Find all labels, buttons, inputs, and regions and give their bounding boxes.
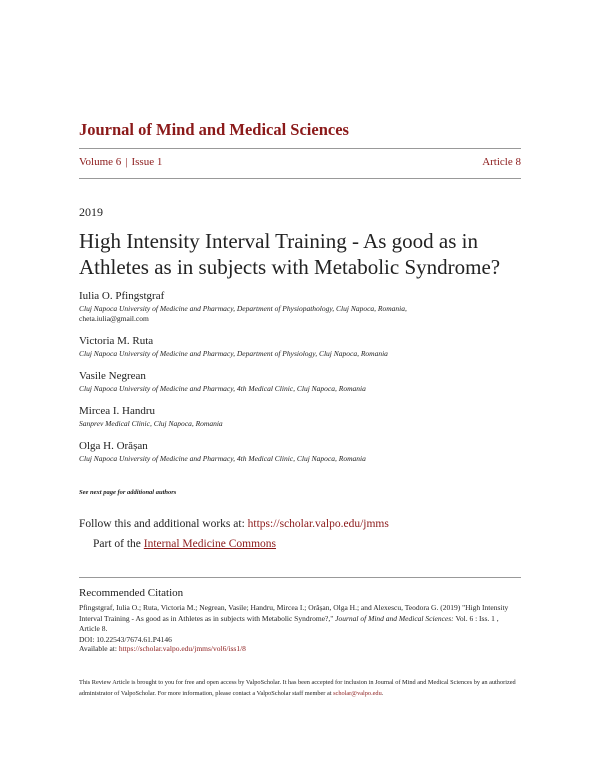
part-of-label: Part of the	[93, 538, 141, 550]
author-affiliation: Cluj Napoca University of Medicine and Pharmacy, Department of Physiology, Cluj Napoca, Romania	[79, 349, 388, 358]
author-affiliation: Sanprev Medical Clinic, Cluj Napoca, Romania	[79, 419, 223, 428]
header-divider-bottom	[79, 178, 521, 179]
author-name: Olga H. Orășan	[79, 440, 148, 452]
article-number: Article 8	[482, 156, 521, 168]
citation-text	[79, 603, 519, 645]
author-name: Mircea I. Handru	[79, 405, 156, 417]
author-list	[79, 290, 519, 475]
access-footer-note	[79, 678, 521, 699]
title-line-2: Athletes as in subjects with Metabolic Syndrome?	[79, 255, 501, 279]
author-email: cheta.iulia@gmail.com	[79, 314, 149, 323]
article-title	[79, 228, 529, 280]
volume-separator: |	[125, 156, 128, 168]
author-entry	[79, 335, 519, 359]
commons-link[interactable]: Internal Medicine Commons	[143, 538, 277, 550]
article-link[interactable]: https://scholar.valpo.edu/jmms/vol6/iss1/8	[118, 644, 246, 653]
title-line-1: High Intensity Interval Training - As good as in	[79, 229, 478, 253]
recommended-citation-heading: Recommended Citation	[79, 587, 184, 599]
volume-link[interactable]: Volume 6	[79, 156, 122, 168]
see-next-page-note: See next page for additional authors	[79, 489, 177, 496]
follow-label: Follow this and additional works at:	[79, 518, 245, 530]
author-affiliation: Cluj Napoca University of Medicine and Pharmacy, 4th Medical Clinic, Cluj Napoca, Romania	[79, 384, 366, 393]
author-affiliation: Cluj Napoca University of Medicine and Pharmacy, Department of Physiopathology, Cluj Napoca, Romania,	[79, 304, 407, 313]
repository-link[interactable]: https://scholar.valpo.edu/jmms	[247, 518, 389, 530]
available-at-line	[79, 644, 246, 653]
footer-text: This Review Article is brought to you for free and open access by ValpoScholar. It has been accepted for inclusion in Journal of Mind and Medical Sciences by an authorized administrator of ValpoScholar. For more information, please contact a ValpoScholar staff member at	[79, 679, 516, 697]
author-name: Iulia O. Pfingstgraf	[79, 290, 165, 302]
footer-end: .	[381, 689, 384, 697]
header-divider-top	[79, 148, 521, 149]
citation-journal: Journal of Mind and Medical Sciences:	[335, 613, 454, 623]
issue-link[interactable]: Issue 1	[131, 156, 163, 168]
author-entry	[79, 290, 519, 324]
citation-volume: Vol. 6 : Iss. 1 , Article 8.	[79, 613, 499, 633]
journal-title[interactable]: Journal of Mind and Medical Sciences	[79, 120, 349, 139]
volume-issue-line	[79, 156, 162, 168]
follow-line	[79, 518, 389, 530]
author-entry	[79, 370, 519, 394]
available-label: Available at:	[79, 644, 117, 653]
contact-email-link[interactable]: scholar@valpo.edu	[333, 689, 382, 697]
author-affiliation: Cluj Napoca University of Medicine and Pharmacy, 4th Medical Clinic, Cluj Napoca, Romania	[79, 454, 366, 463]
citation-divider	[79, 577, 521, 578]
author-entry	[79, 440, 519, 464]
author-name: Vasile Negrean	[79, 370, 146, 382]
part-of-line	[93, 538, 276, 550]
citation-authors-title: Pfingstgraf, Iulia O.; Ruta, Victoria M.; Negrean, Vasile; Handru, Mircea I.; Orășan, Olga H.; and Alexescu, Teodora G. (2019) "High Intensity Interval Training - As good as in Athletes as in subjects with Metabolic Syndrome?,"	[79, 603, 509, 623]
publication-year: 2019	[79, 205, 103, 219]
author-entry	[79, 405, 519, 429]
author-name: Victoria M. Ruta	[79, 335, 154, 347]
citation-doi: DOI: 10.22543/7674.61.P4146	[79, 634, 172, 644]
